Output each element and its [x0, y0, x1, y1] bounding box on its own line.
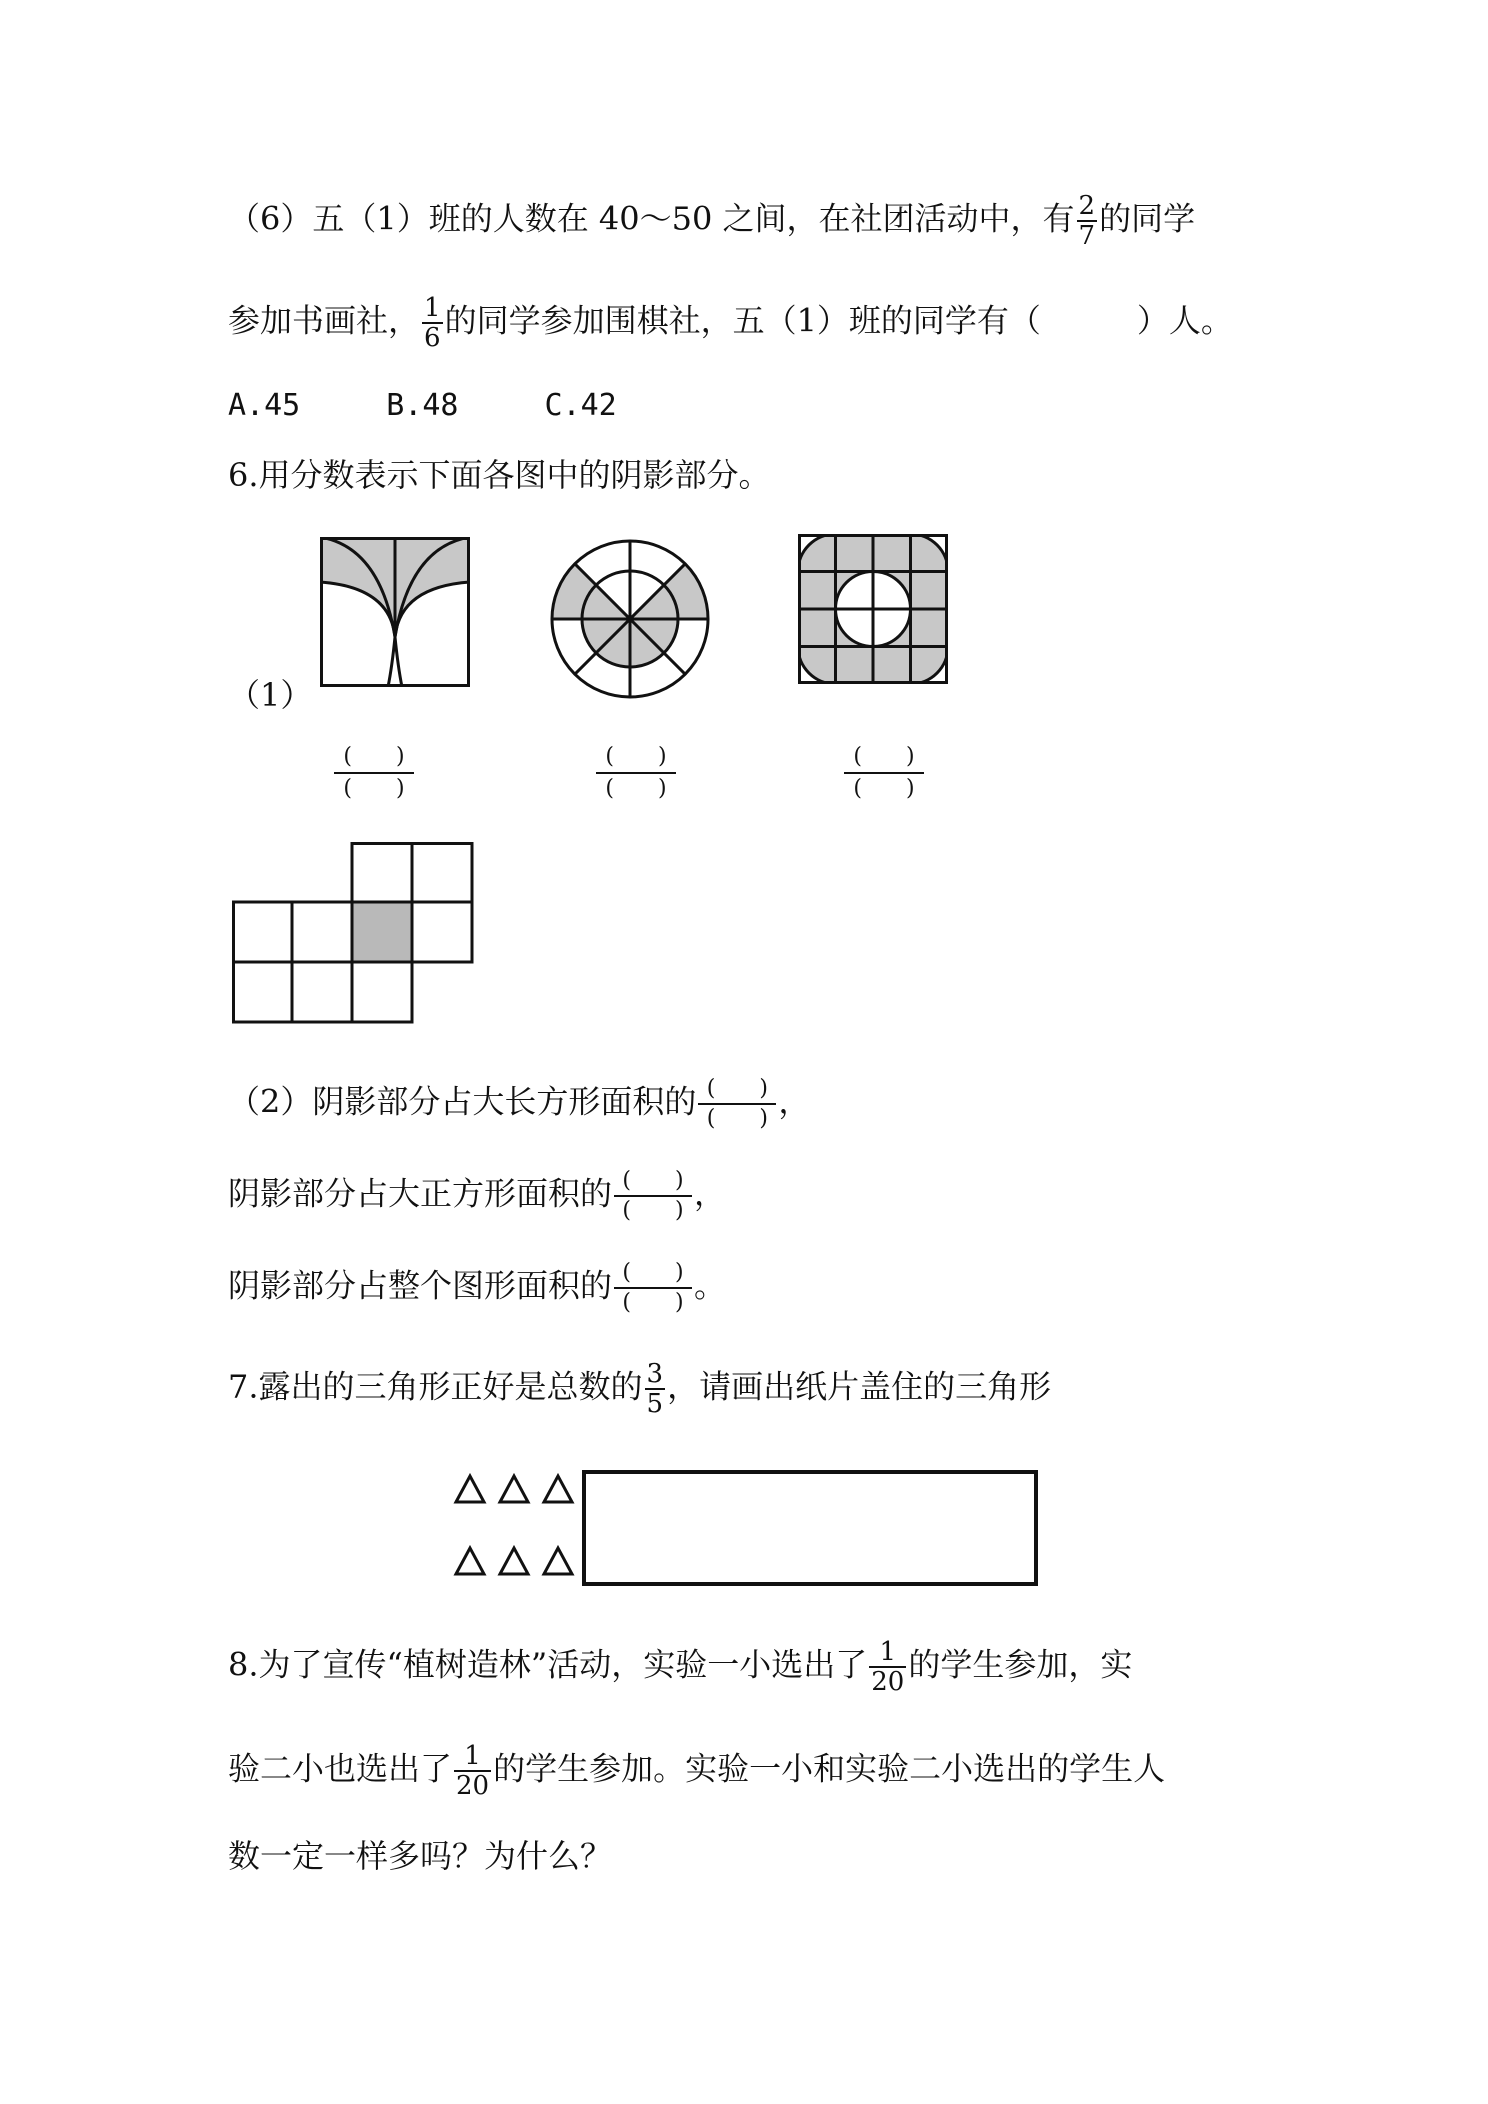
- q6-6-options: [228, 386, 617, 426]
- fraction-1-20-a: $\frac{1}{20}$: [871, 1637, 905, 1697]
- fraction-1-20-b: $\frac{1}{20}$: [456, 1741, 490, 1801]
- figure-ring-sectors: [548, 537, 712, 701]
- answer-blank-fig-c: ( ) ( ): [844, 742, 924, 804]
- q8-line3: 数一定一样多吗？为什么？: [228, 1837, 613, 1875]
- answer-blank-square: $\frac{( )}{( )}$: [614, 1167, 692, 1225]
- fraction-3-5: $\frac{3}{5}$: [646, 1359, 664, 1419]
- triangles-and-card: [452, 1470, 1042, 1592]
- option-a: A.45: [228, 388, 301, 423]
- part2-line3: 阴影部分占整个图形面积的 $\frac{( )}{( )}$ 。: [228, 1260, 727, 1315]
- q6-6-line1-suffix: 的同学: [1099, 199, 1196, 238]
- visible-triangles: [456, 1476, 572, 1574]
- part2-line2: 阴影部分占大正方形面积的 $\frac{( )}{( )}$ ，: [228, 1168, 727, 1223]
- part1-label: （1）: [228, 676, 313, 714]
- answer-blank-whole: $\frac{( )}{( )}$: [614, 1259, 692, 1317]
- fraction-1-6: $\frac{1}{6}$: [424, 293, 441, 353]
- q6-title: 6.用分数表示下面各图中的阴影部分。: [228, 456, 771, 494]
- q6-6-line2: [228, 294, 1233, 352]
- option-c: C.42: [544, 388, 617, 423]
- q7-line: 7.露出的三角形正好是总数的 $\frac{3}{5}$ ，请画出纸片盖住的三角形: [228, 1359, 1052, 1419]
- option-b: B.48: [386, 388, 459, 423]
- answer-blank-fig-a: ( ) ( ): [334, 742, 414, 804]
- answer-blank-fig-b: ( ) ( ): [596, 742, 676, 804]
- fraction-2-7: $\frac{2}{7}$: [1078, 191, 1096, 251]
- figure-grid-cross: [232, 842, 476, 1026]
- q6-6-line1: [228, 192, 1195, 250]
- q8-line1: 8.为了宣传“植树造林”活动，实验一小选出了 $\frac{1}{20}$ 的学生参加，实: [228, 1637, 1133, 1697]
- part2-line1: （2）阴影部分占大长方形面积的 $\frac{( )}{( )}$ ，: [228, 1076, 811, 1131]
- figure-leaf-square: [320, 537, 470, 687]
- answer-blank-rectangle: $\frac{( )}{( )}$: [698, 1075, 776, 1133]
- q6-6-line2-prefix: 参加书画社，: [228, 301, 421, 340]
- q8-line2: 验二小也选出了 $\frac{1}{20}$ 的学生参加。实验一小和实验二小选出的学生人: [228, 1741, 1166, 1801]
- covering-card: [584, 1472, 1036, 1584]
- figure-grid-circle: [798, 534, 948, 684]
- q6-6-line1-prefix: （6）五（1）班的人数在 40～50 之间，在社团活动中，有: [228, 199, 1075, 238]
- q6-6-line2-suffix: 的同学参加围棋社，五（1）班的同学有（ ）人。: [444, 301, 1233, 340]
